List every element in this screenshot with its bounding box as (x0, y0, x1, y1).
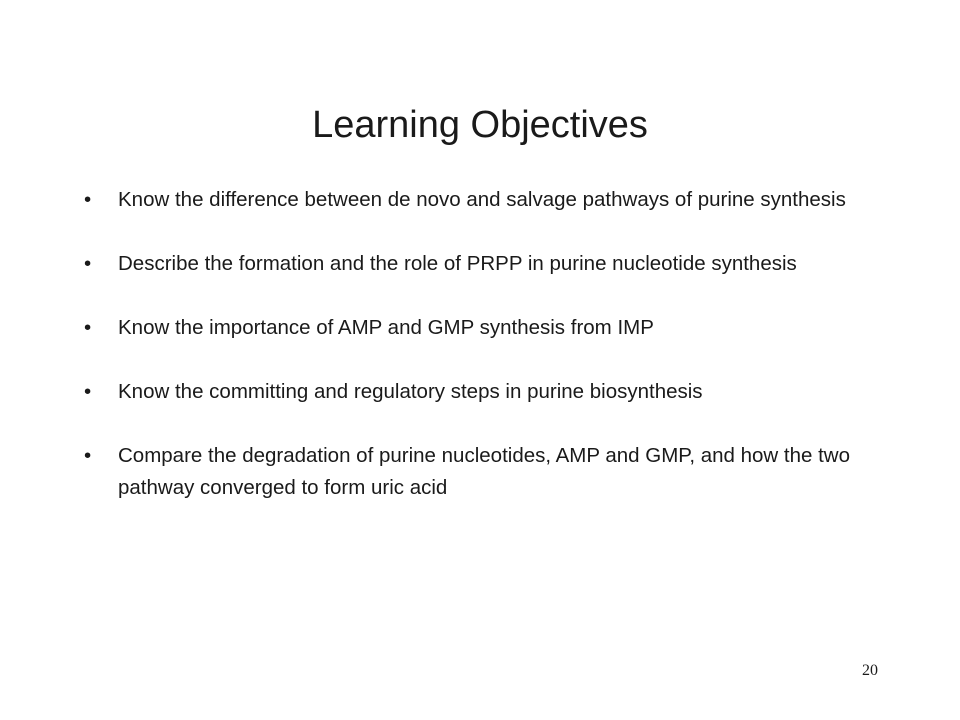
bullet-icon: • (84, 252, 92, 275)
bullet-icon: • (84, 380, 92, 403)
bullet-icon: • (84, 188, 92, 211)
bullet-text: Compare the degradation of purine nucleotides, AMP and GMP, and how the two pathway converged to form uric acid (118, 444, 851, 499)
bullet-text: Know the committing and regulatory steps in purine biosynthesis (118, 380, 703, 403)
bullet-icon: • (84, 316, 92, 339)
list-item (84, 312, 884, 344)
page-number: 20 (862, 662, 878, 679)
list-item (84, 376, 884, 408)
bullet-text: Know the importance of AMP and GMP synthesis from IMP (118, 316, 654, 339)
list-item (84, 248, 884, 280)
bullet-text: Know the difference between de novo and salvage pathways of purine synthesis (118, 188, 846, 211)
list-item (84, 440, 884, 504)
slide-title: Learning Objectives (312, 104, 648, 146)
objectives-list (84, 184, 884, 504)
bullet-icon: • (84, 444, 92, 467)
list-item (84, 184, 884, 216)
bullet-text: Describe the formation and the role of PRPP in purine nucleotide synthesis (118, 252, 797, 275)
